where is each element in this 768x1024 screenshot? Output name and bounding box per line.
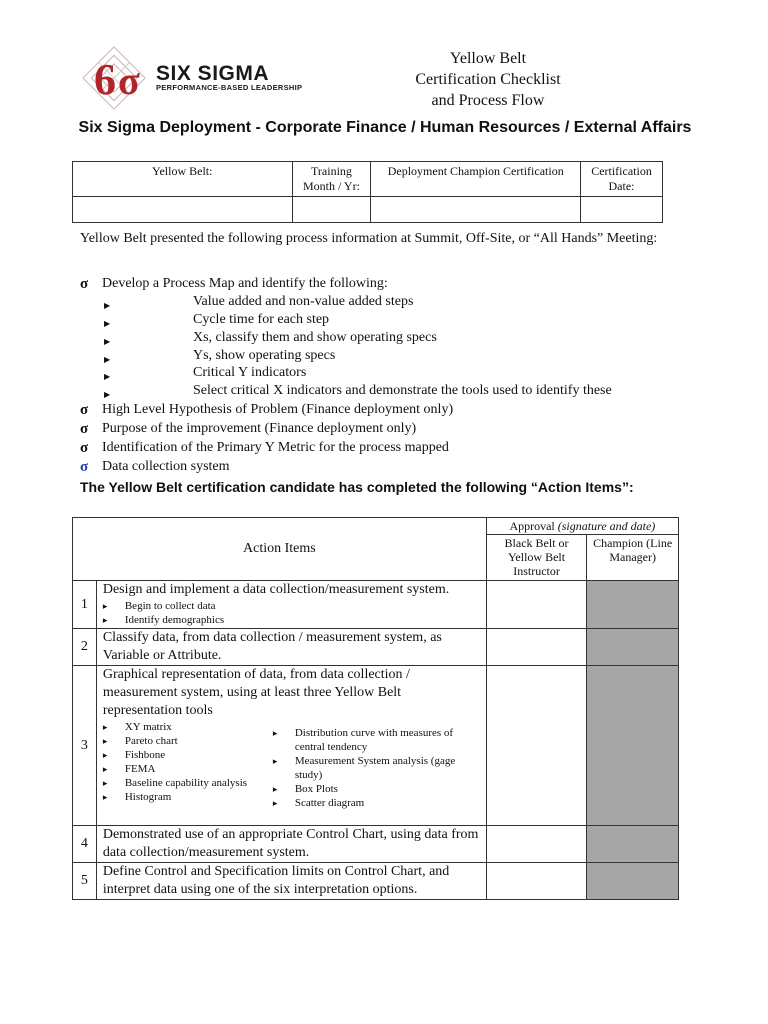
header-table <box>72 161 663 223</box>
sub-bullet-text: Cycle time for each step <box>193 312 330 327</box>
svg-text:σ: σ <box>118 58 140 103</box>
table-row <box>73 826 679 863</box>
champion-signature-cell <box>587 666 679 826</box>
list-item: ▸ Box Plots <box>273 782 473 796</box>
list-item: ▸ Identify demographics <box>103 613 480 627</box>
champion-certification-field[interactable] <box>371 197 581 223</box>
instructor-signature-cell[interactable] <box>486 629 587 666</box>
instructor-signature-cell[interactable] <box>486 826 587 863</box>
arrow-bullet-icon: ▶ <box>104 390 111 399</box>
yellow-belt-field[interactable] <box>73 197 293 223</box>
table-row <box>73 581 679 629</box>
list-item: ▸ Begin to collect data <box>103 599 480 613</box>
bullet-text: Purpose of the improvement (Finance deployment only) <box>102 421 417 436</box>
list-item: ▸ Fishbone <box>103 748 273 762</box>
action-item-text: Classify data, from data collection / measurement system, as Variable or Attribute. <box>96 629 486 666</box>
sub-bullet-text: Ys, show operating specs <box>193 348 336 363</box>
action-item-text: Graphical representation of data, from data collection / measurement system, using at least three Yellow Belt representation tools <box>102 667 410 718</box>
logo-name: SIX SIGMA <box>156 62 270 85</box>
list-item: ▸ Distribution curve with measures of central tendency <box>273 726 473 754</box>
sub-item-list <box>103 599 480 627</box>
champion-signature-cell <box>587 629 679 666</box>
sigma-bullet-icon: σ <box>80 440 89 456</box>
sigma-bullet-icon: σ <box>80 421 89 437</box>
document-title-line-1: Yellow Belt <box>449 50 527 67</box>
instructor-signature-cell[interactable] <box>486 581 587 629</box>
action-items-heading: The Yellow Belt certification candidate has completed the following “Action Items”: <box>80 479 634 495</box>
list-item: ▸ FEMA <box>103 762 273 776</box>
action-item-text: Define Control and Specification limits on Control Chart, and interpret data using one of the six interpretation options. <box>96 863 486 900</box>
arrow-bullet-icon: ▶ <box>104 301 111 310</box>
certification-date-header: Certification Date: <box>581 162 663 197</box>
list-item: ▸ Histogram <box>103 790 273 804</box>
approval-note: (signature and date) <box>557 519 656 533</box>
tool-columns <box>103 720 480 810</box>
document-title-line-3: and Process Flow <box>431 92 545 109</box>
tool-list-left <box>103 720 273 810</box>
action-item-text: Demonstrated use of an appropriate Control Chart, using data from data collection/measurement system. <box>96 826 486 863</box>
row-number: 5 <box>73 863 97 900</box>
approval-label: Approval <box>509 519 555 533</box>
action-item-text: Design and implement a data collection/measurement system. <box>102 582 450 597</box>
document-title-line-2: Certification Checklist <box>415 71 561 88</box>
arrow-bullet-icon: ▶ <box>104 372 111 381</box>
yellow-belt-header: Yellow Belt: <box>73 162 293 197</box>
sub-bullet-text: Select critical X indicators and demonstrate the tools used to identify these <box>193 383 612 398</box>
certification-date-field[interactable] <box>581 197 663 223</box>
logo-tagline: PERFORMANCE-BASED LEADERSHIP <box>156 83 303 92</box>
bullet-text: High Level Hypothesis of Problem (Finance deployment only) <box>102 402 454 417</box>
list-item: ▸ Measurement System analysis (gage study) <box>273 754 473 782</box>
intro-paragraph: Yellow Belt presented the following process information at Summit, Off-Site, or “All Hands” Meeting: <box>80 231 658 246</box>
arrow-bullet-icon: ▶ <box>104 319 111 328</box>
action-item-cell <box>96 581 486 629</box>
instructor-signature-cell[interactable] <box>486 666 587 826</box>
main-heading: Six Sigma Deployment - Corporate Finance / Human Resources / External Affairs <box>78 119 692 136</box>
champion-signature-cell <box>587 581 679 629</box>
sub-bullet-text: Value added and non-value added steps <box>193 294 414 309</box>
row-number: 4 <box>73 826 97 863</box>
champion-signature-cell <box>587 826 679 863</box>
champion-signature-cell <box>587 863 679 900</box>
table-row <box>73 629 679 666</box>
svg-text:6: 6 <box>94 55 116 104</box>
action-items-table <box>72 517 679 900</box>
black-belt-instructor-header: Black Belt or Yellow Belt Instructor <box>486 535 587 581</box>
bullet-text: Data collection system <box>102 459 230 474</box>
instructor-signature-cell[interactable] <box>486 863 587 900</box>
row-number: 3 <box>73 666 97 826</box>
bullet-text: Develop a Process Map and identify the following: <box>102 276 388 291</box>
sigma-bullet-icon: σ <box>80 402 89 418</box>
champion-header: Champion (Line Manager) <box>587 535 679 581</box>
training-month-field[interactable] <box>292 197 371 223</box>
sigma-bullet-icon: σ <box>80 459 89 475</box>
row-number: 2 <box>73 629 97 666</box>
list-item: ▸ Pareto chart <box>103 734 273 748</box>
sub-bullet-text: Critical Y indicators <box>193 365 307 380</box>
action-item-cell <box>96 666 486 826</box>
arrow-bullet-icon: ▶ <box>104 355 111 364</box>
tool-list-right <box>273 720 473 810</box>
document-title <box>398 48 578 111</box>
row-number: 1 <box>73 581 97 629</box>
list-item: ▸ XY matrix <box>103 720 273 734</box>
champion-certification-header: Deployment Champion Certification <box>371 162 581 197</box>
sub-bullet-text: Xs, classify them and show operating specs <box>193 330 437 345</box>
table-row <box>73 666 679 826</box>
training-month-header: Training Month / Yr: <box>292 162 371 197</box>
action-items-header: Action Items <box>73 518 487 581</box>
sigma-bullet-icon: σ <box>80 276 89 292</box>
bullet-text: Identification of the Primary Y Metric for the process mapped <box>102 440 449 455</box>
table-row <box>73 863 679 900</box>
arrow-bullet-icon: ▶ <box>104 337 111 346</box>
list-item: ▸ Scatter diagram <box>273 796 473 810</box>
list-item: ▸ Baseline capability analysis <box>103 776 273 790</box>
approval-header <box>486 518 678 535</box>
